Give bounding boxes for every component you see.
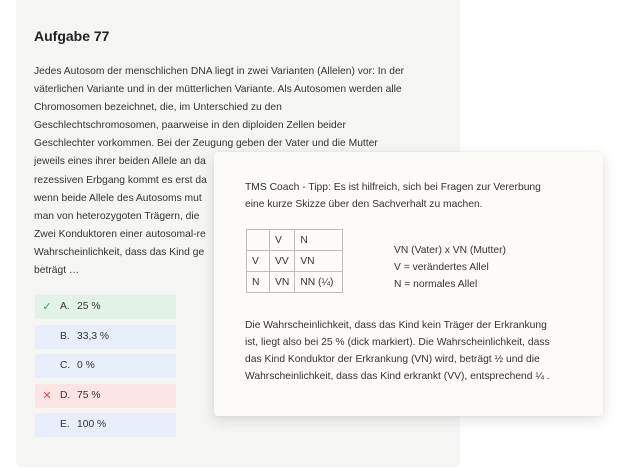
task-line: Zwei Konduktoren einer autosomal-re	[34, 228, 206, 240]
legend-line: N = normales Allel	[394, 279, 478, 290]
punnett-cell: VN	[295, 251, 343, 272]
punnett-row	[247, 251, 343, 272]
tip-line: eine kurze Skizze über den Sachverhalt zu machen.	[245, 199, 483, 210]
task-line: Geschlechter vorkommen. Bei der Zeugung geben der Vater und die Mutter	[34, 138, 378, 150]
answer-option-c[interactable]	[35, 354, 176, 378]
punnett-row	[247, 230, 343, 251]
option-letter: B.	[60, 330, 70, 342]
task-line: Wahrscheinlichkeit, dass das Kind ge	[34, 246, 205, 258]
check-icon: ✓	[42, 301, 52, 313]
punnett-cell	[247, 230, 270, 251]
option-letter: E.	[60, 419, 70, 430]
punnett-row	[247, 272, 343, 293]
task-line: beträgt …	[34, 265, 80, 277]
punnett-cell: V	[247, 251, 270, 272]
answer-option-b[interactable]	[35, 325, 176, 349]
cross-icon: ✕	[42, 389, 52, 402]
task-line: väterlichen Variante und in der mütterlichen Variante. Als Autosomen werden alle	[34, 84, 402, 96]
legend-line: VN (Vater) x VN (Mutter)	[394, 245, 506, 256]
explanation-line: Die Wahrscheinlichkeit, dass das Kind kein Träger der Erkrankung	[245, 320, 547, 331]
answer-option-d[interactable]	[35, 384, 176, 408]
tip-line: TMS Coach - Tipp: Es ist hilfreich, sich bei Fragen zur Vererbung	[245, 182, 541, 193]
punnett-cell: NN (¼)	[295, 272, 343, 293]
punnett-cell: VV	[270, 251, 295, 272]
coach-tip-popup	[214, 152, 603, 416]
task-title: Aufgabe 77	[34, 28, 110, 44]
legend-line: V = verändertes Allel	[394, 262, 489, 273]
explanation-line: Wahrscheinlichkeit, dass das Kind erkrankt (VV), entsprechend ¼ .	[245, 371, 550, 382]
task-line: Geschlechtschromosomen, paarweise in den diploiden Zellen beider	[34, 120, 346, 132]
coach-explanation	[245, 317, 590, 385]
task-line: Chromosomen bezeichnet, die, im Unterschied zu den	[34, 102, 282, 114]
allele-legend	[394, 242, 506, 293]
explanation-line: ist, liegt also bei 25 % (dick markiert). Die Wahrscheinlichkeit, dass	[245, 337, 550, 348]
explanation-line: das Kind Konduktor der Erkrankung (VN) wird, beträgt ½ und die	[245, 354, 540, 365]
punnett-cell: V	[270, 230, 295, 251]
task-line: jeweils eines ihrer beiden Allele an da	[34, 156, 206, 168]
option-value: 25 %	[77, 301, 101, 312]
option-letter: A.	[60, 301, 70, 312]
task-line: rezessiven Erbgang kommt es erst da	[34, 174, 207, 186]
punnett-cell: N	[247, 272, 270, 293]
task-line: man von heterozygoten Trägern, die	[34, 210, 200, 222]
option-letter: D.	[60, 389, 71, 401]
coach-tip-text	[245, 179, 585, 213]
punnett-cell: VN	[270, 272, 295, 293]
option-value: 33,3 %	[77, 330, 110, 342]
answer-options	[35, 295, 176, 443]
option-value: 75 %	[77, 389, 101, 401]
punnett-cell: N	[295, 230, 343, 251]
option-value: 100 %	[77, 419, 107, 430]
task-line: wenn beide Allele des Autosoms mut	[34, 192, 202, 204]
task-line: Jedes Autosom der menschlichen DNA liegt in zwei Varianten (Allelen) vor: In der	[34, 66, 405, 77]
answer-option-a[interactable]	[35, 295, 176, 319]
answer-option-e[interactable]	[35, 413, 176, 437]
punnett-square	[246, 229, 343, 293]
option-letter: C.	[60, 360, 71, 371]
option-value: 0 %	[77, 360, 95, 371]
